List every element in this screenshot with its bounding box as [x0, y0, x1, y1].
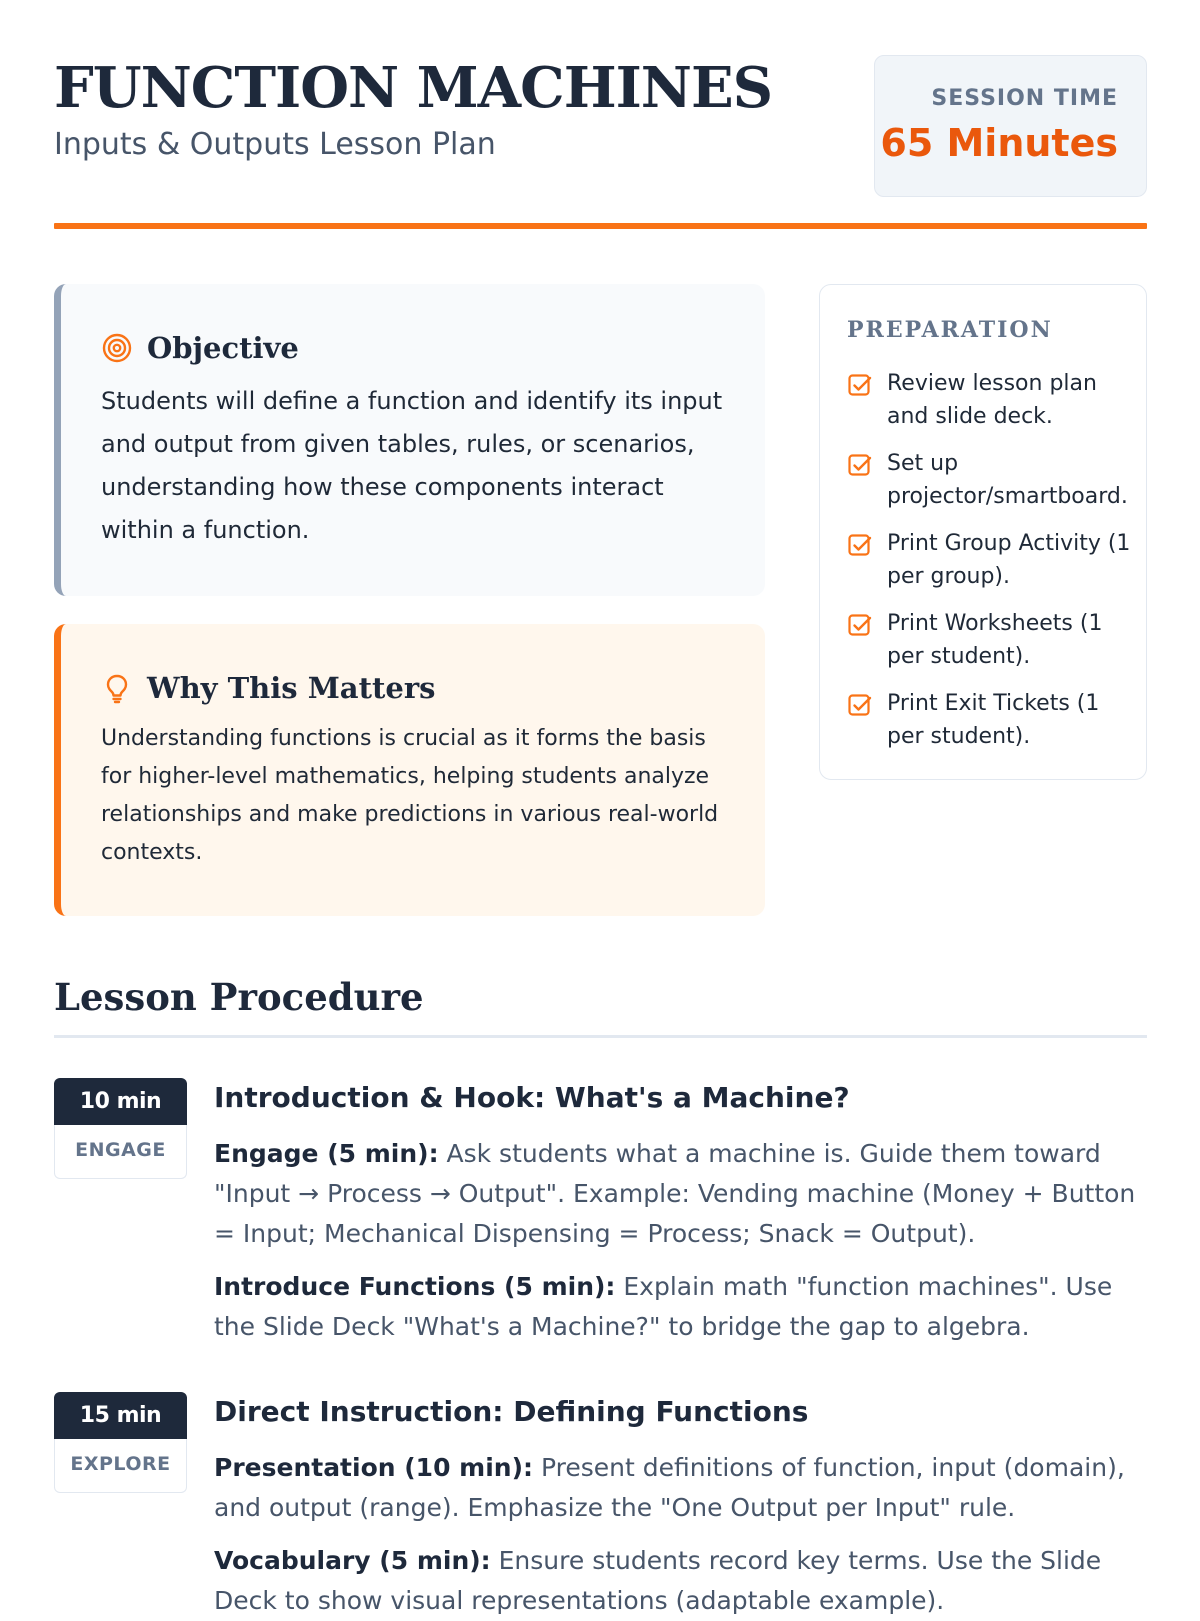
- step-badge: [54, 1392, 187, 1493]
- session-time-label: SESSION TIME: [931, 86, 1118, 111]
- objective-heading: [101, 330, 299, 366]
- preparation-list: [847, 367, 1137, 767]
- step-title: Introduction & Hook: What's a Machine?: [214, 1081, 850, 1114]
- header: [54, 55, 1147, 231]
- step-paragraph: [214, 1267, 1147, 1347]
- step-paragraph-text: Explain math "function machines". Use the Slide Deck "What's a Machine?" to bridge the gap to algebra.: [214, 1272, 1113, 1341]
- objective-text: Students will define a function and identify its input and output from given tables, rules, or scenarios, understanding how these components interact within a function.: [101, 387, 723, 544]
- preparation-item-text: Print Exit Tickets (1 per student).: [887, 691, 1100, 749]
- lesson-plan-page: [54, 0, 1147, 1615]
- checkbox-checked-icon: [847, 693, 873, 719]
- checkbox-checked-icon: [847, 613, 873, 639]
- preparation-item: [847, 447, 1137, 513]
- step-paragraph-text: Ask students what a machine is. Guide them toward "Input → Process → Output". Example: Vending machine (Money + Button = Input; Mechanical Dispensing = Process; Snack = Output).: [214, 1139, 1136, 1248]
- session-time-box: [874, 55, 1147, 197]
- checkbox-checked-icon: [847, 533, 873, 559]
- target-icon: [101, 332, 133, 364]
- preparation-title: PREPARATION: [847, 317, 1053, 343]
- objective-title: Objective: [147, 331, 299, 365]
- header-divider: [54, 223, 1147, 229]
- step-paragraph-text: Ensure students record key terms. Use the Slide Deck to show visual representations (adaptable example).: [214, 1546, 1102, 1615]
- step-paragraph: [214, 1541, 1147, 1621]
- session-time-value: 65 Minutes: [880, 121, 1118, 165]
- why-text: Understanding functions is crucial as it forms the basis for higher-level mathematics, helping students analyze relationships and make predictions in various real-world contexts.: [101, 726, 719, 865]
- preparation-item-text: Set up projector/smartboard.: [887, 451, 1128, 509]
- step-title: Direct Instruction: Defining Functions: [214, 1395, 809, 1428]
- step-phase: ENGAGE: [54, 1125, 187, 1179]
- step-paragraph: [214, 1134, 1147, 1254]
- step-content: [214, 1078, 1147, 1347]
- step-duration: 15 min: [54, 1392, 187, 1439]
- page-title: FUNCTION MACHINES: [54, 55, 773, 121]
- preparation-panel: [819, 284, 1147, 780]
- why-this-matters-card: [54, 624, 765, 916]
- preparation-item-text: Print Worksheets (1 per student).: [887, 611, 1103, 669]
- page-subtitle: Inputs & Outputs Lesson Plan: [54, 127, 496, 162]
- step-paragraph-label: Introduce Functions (5 min):: [214, 1272, 616, 1301]
- step-paragraph-text: Present definitions of function, input (domain), and output (range). Emphasize the "One Output per Input" rule.: [214, 1453, 1125, 1522]
- step-paragraph-label: Engage (5 min):: [214, 1139, 439, 1168]
- why-heading: [101, 670, 435, 706]
- procedure-divider: [54, 1035, 1147, 1038]
- step-paragraph-label: Vocabulary (5 min):: [214, 1546, 491, 1575]
- lightbulb-icon: [101, 672, 133, 704]
- step-phase: EXPLORE: [54, 1439, 187, 1493]
- preparation-item: [847, 367, 1137, 433]
- step-content: [214, 1392, 1147, 1621]
- preparation-item: [847, 687, 1137, 753]
- preparation-item-text: Review lesson plan and slide deck.: [887, 371, 1097, 429]
- preparation-item: [847, 607, 1137, 673]
- step-paragraph-label: Presentation (10 min):: [214, 1453, 534, 1482]
- objective-card: [54, 284, 765, 596]
- step-badge: [54, 1078, 187, 1179]
- why-title: Why This Matters: [147, 671, 436, 705]
- checkbox-checked-icon: [847, 453, 873, 479]
- procedure-title: Lesson Procedure: [54, 975, 424, 1019]
- preparation-item: [847, 527, 1137, 593]
- checkbox-checked-icon: [847, 373, 873, 399]
- preparation-item-text: Print Group Activity (1 per group).: [887, 531, 1131, 589]
- step-paragraph: [214, 1448, 1147, 1528]
- step-duration: 10 min: [54, 1078, 187, 1125]
